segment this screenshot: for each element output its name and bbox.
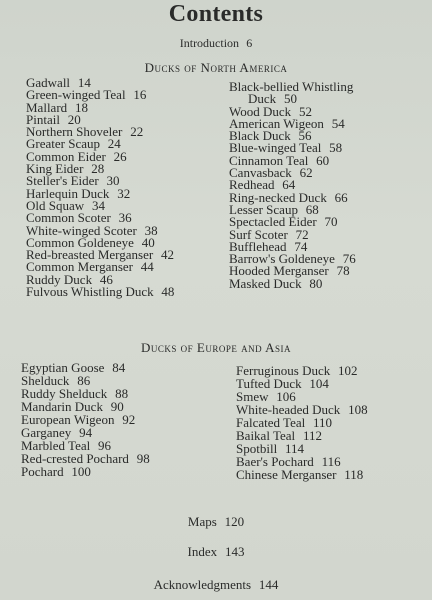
entry-page: 14 (77, 75, 91, 90)
europe-asia-right-column (236, 364, 368, 481)
entry-name: Bufflehead (229, 238, 287, 254)
entry-name: White-winged Scoter (26, 222, 137, 238)
entry-name: Blue-winged Teal (229, 140, 322, 156)
entry-page: 54 (331, 115, 345, 131)
entry-name: Masked Duck (229, 275, 302, 291)
entry-name: Cinnamon Teal (229, 152, 309, 168)
entry-name: Surf Scoter (229, 226, 288, 242)
entry-page: 86 (77, 373, 91, 388)
entry-name: Mallard (26, 99, 68, 115)
entry-page: 42 (160, 247, 174, 263)
europe-asia-left-column (21, 361, 150, 478)
entry-page: 34 (91, 197, 105, 213)
toc-entry (229, 275, 356, 291)
entry-page: 84 (112, 360, 126, 375)
entry-name: Redhead (229, 177, 275, 193)
entry-page: 62 (299, 165, 313, 181)
entry-page: 120 (224, 514, 245, 529)
entry-page: 80 (309, 275, 323, 291)
entry-name: Pochard (21, 464, 64, 479)
entry-name: Greater Scaup (26, 136, 100, 152)
entry-name: White-headed Duck (236, 402, 341, 417)
entry-name: American Wigeon (229, 115, 324, 131)
entry-page: 74 (294, 238, 308, 254)
entry-page: 26 (113, 148, 127, 164)
section-heading-europe-asia: Ducks of Europe and Asia (140, 340, 292, 355)
entry-page: 64 (282, 177, 296, 193)
entry-name: Baikal Teal (236, 428, 296, 443)
entry-name: Common Scoter (26, 210, 111, 226)
entry-page: 94 (79, 425, 93, 440)
entry-page: 96 (98, 438, 112, 453)
entry-page: 143 (224, 544, 245, 559)
entry-page: 144 (258, 577, 279, 592)
north-america-left-column (26, 77, 174, 298)
entry-name: Egyptian Goose (21, 360, 105, 375)
entry-page: 24 (107, 136, 121, 152)
entry-name: Spotbill (236, 441, 278, 456)
north-america-right-column (229, 81, 356, 290)
entry-name: Barrow's Goldeneye (229, 251, 335, 267)
entry-name: Wood Duck (229, 103, 292, 119)
entry-name: Ferruginous Duck (236, 363, 331, 378)
entry-page: 66 (334, 189, 348, 205)
entry-page: 104 (309, 376, 329, 391)
entry-name: Lesser Scaup (229, 201, 298, 217)
entry-page: 40 (141, 234, 155, 250)
entry-name: Canvasback (229, 165, 292, 181)
entry-name: Common Eider (26, 148, 106, 164)
entry-name: Gadwall (26, 75, 71, 90)
toc-entry (21, 465, 150, 478)
entry-name: Shelduck (21, 373, 70, 388)
entry-name: Acknowledgments (153, 577, 252, 592)
entry-name: Ruddy Duck (26, 271, 93, 287)
entry-name: Green-winged Teal (26, 87, 126, 103)
entry-name: Garganey (21, 425, 72, 440)
section-heading-north-america: Ducks of North America (144, 60, 288, 75)
entry-name: Red-crested Pochard (21, 451, 129, 466)
entry-page: 58 (329, 140, 343, 156)
entry-page: 118 (344, 467, 364, 482)
acknowledgments-entry (0, 577, 432, 593)
entry-page: 100 (71, 464, 91, 479)
entry-name: King Eider (26, 161, 84, 177)
entry-page: 102 (338, 363, 358, 378)
entry-name: Old Squaw (26, 197, 85, 213)
entry-name: Ruddy Shelduck (21, 386, 108, 401)
entry-page: 110 (313, 415, 333, 430)
entry-name: Red-breasted Merganser (26, 247, 154, 263)
entry-name: Ring-necked Duck (229, 189, 327, 205)
entry-name: Black Duck (229, 128, 291, 144)
entry-page: 20 (67, 111, 81, 127)
entry-page: 90 (110, 399, 124, 414)
entry-name: Common Merganser (26, 259, 133, 275)
toc-entry (236, 468, 368, 481)
entry-name: European Wigeon (21, 412, 115, 427)
toc-entry (26, 286, 174, 298)
entry-name: Mandarin Duck (21, 399, 103, 414)
entry-name: Fulvous Whistling Duck (26, 284, 154, 300)
entry-page: 30 (106, 173, 120, 189)
entry-page: 44 (140, 259, 154, 275)
entry-page: 88 (115, 386, 129, 401)
entry-page: 46 (99, 271, 113, 287)
entry-name: Steller's Eider (26, 173, 99, 189)
entry-name: Introduction (179, 36, 240, 50)
entry-name: Tufted Duck (236, 376, 302, 391)
entry-name: Spectacled Eider (229, 214, 317, 230)
entry-page: 50 (283, 91, 297, 107)
entry-page: 98 (136, 451, 150, 466)
entry-page: 60 (316, 152, 330, 168)
entry-page: 116 (321, 454, 341, 469)
entry-name: Harlequin Duck (26, 185, 110, 201)
entry-page: 108 (348, 402, 368, 417)
entry-page: 18 (74, 99, 88, 115)
index-entry (0, 544, 432, 560)
entry-page: 68 (305, 201, 319, 217)
entry-page: 28 (91, 161, 105, 177)
maps-entry (0, 514, 432, 530)
entry-name: Common Goldeneye (26, 234, 134, 250)
entry-name: Northern Shoveler (26, 124, 123, 140)
entry-page: 38 (144, 222, 158, 238)
entry-page: 112 (302, 428, 322, 443)
entry-name-continuation: Duck (248, 91, 277, 107)
entry-name: Index (187, 544, 218, 559)
entry-page: 22 (130, 124, 144, 140)
entry-page: 76 (342, 251, 356, 267)
entry-page: 70 (324, 214, 338, 230)
entry-page: 106 (276, 389, 296, 404)
entry-name: Falcated Teal (236, 415, 306, 430)
entry-page: 56 (298, 128, 312, 144)
entry-name: Maps (187, 514, 217, 529)
page-title: Contents (168, 1, 264, 27)
entry-name: Chinese Merganser (236, 467, 337, 482)
introduction-entry (0, 36, 432, 51)
entry-name: Black-bellied Whistling (229, 79, 354, 94)
entry-page: 78 (336, 263, 350, 279)
entry-page: 6 (246, 36, 253, 50)
entry-name: Hooded Merganser (229, 263, 329, 279)
entry-name: Pintail (26, 111, 60, 127)
entry-name: Baer's Pochard (236, 454, 314, 469)
entry-page: 32 (117, 185, 131, 201)
entry-name: Marbled Teal (21, 438, 91, 453)
entry-page: 114 (284, 441, 305, 456)
entry-page: 48 (161, 284, 175, 300)
entry-page: 92 (122, 412, 136, 427)
entry-page: 16 (133, 87, 147, 103)
entry-page: 72 (295, 226, 309, 242)
entry-page: 36 (118, 210, 132, 226)
entry-name: Smew (236, 389, 269, 404)
entry-page: 52 (298, 103, 312, 119)
